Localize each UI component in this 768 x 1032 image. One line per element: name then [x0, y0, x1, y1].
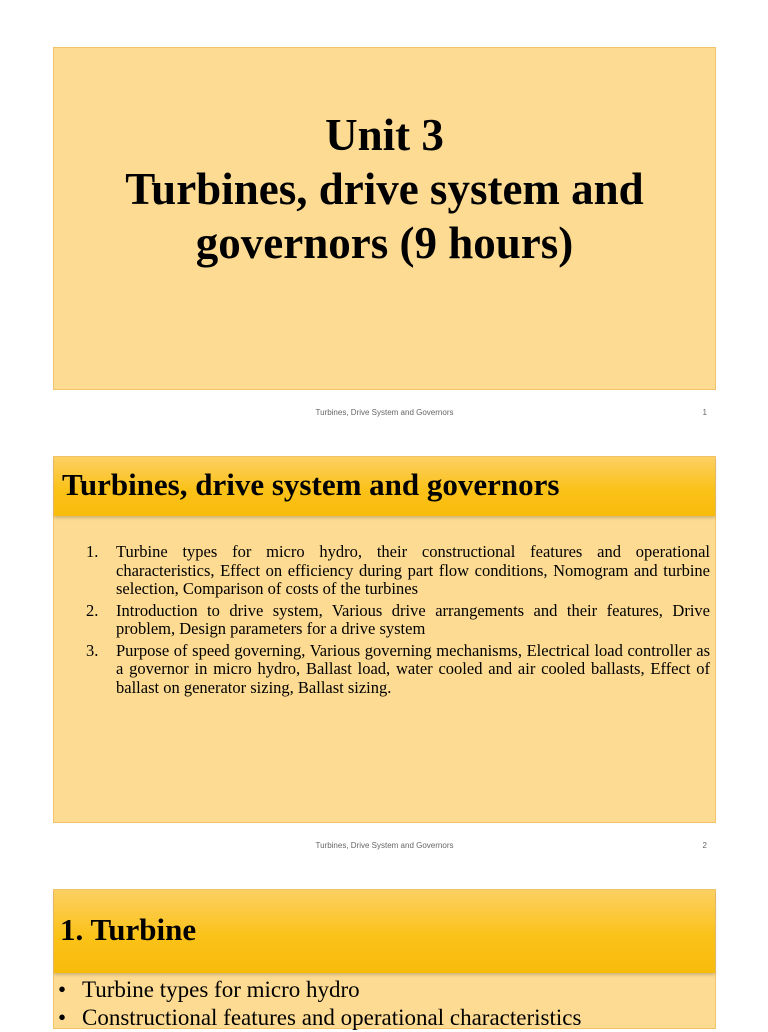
list-item [86, 542, 710, 599]
list-item [86, 640, 710, 698]
list-item-text: Introduction to drive system, Various drive arrangements and their features, Drive problem, Design parameters for a drive system [116, 600, 710, 638]
slide-3-heading: 1. Turbine [60, 912, 197, 947]
list-item-text: Turbine types for micro hydro, their constructional features and operational characteristics, Effect on efficiency during part flow conditions, Nomogram and turbine selection, Comparison of costs of the turbines [116, 542, 710, 598]
list-item: • Constructional features and operational characteristics [58, 1004, 581, 1032]
page-number: 2 [702, 841, 707, 850]
footer-text: Turbines, Drive System and Governors [315, 841, 454, 850]
title-line-1: Unit 3 [325, 110, 444, 160]
list-number: 3. [86, 640, 99, 660]
slide-3-title-bar [54, 890, 715, 973]
slide-2-heading: Turbines, drive system and governors [62, 467, 560, 502]
slide-2-footer [53, 841, 716, 855]
list-item [86, 600, 710, 639]
page-number: 1 [702, 408, 707, 417]
list-number: 1. [86, 542, 99, 561]
title-line-2: Turbines, drive system and [125, 164, 644, 214]
list-item: • Turbine types for micro hydro [58, 976, 581, 1004]
list-number: 2. [86, 600, 99, 620]
slide-2 [53, 456, 716, 823]
list-item-text: Purpose of speed governing, Various governing mechanisms, Electrical load controller as a governor in micro hydro, Ballast load, water cooled and air cooled ballasts, Effect of ballast on generator sizing, Ballast sizing. [116, 640, 710, 697]
topic-list [86, 542, 710, 700]
slide-1-title [54, 108, 715, 270]
slide-1-footer [53, 408, 716, 422]
title-line-3: governors (9 hours) [195, 218, 574, 268]
slide-1 [53, 47, 716, 390]
slide-3 [53, 889, 716, 1029]
slide-2-title-bar [54, 457, 715, 516]
footer-text: Turbines, Drive System and Governors [315, 408, 454, 417]
